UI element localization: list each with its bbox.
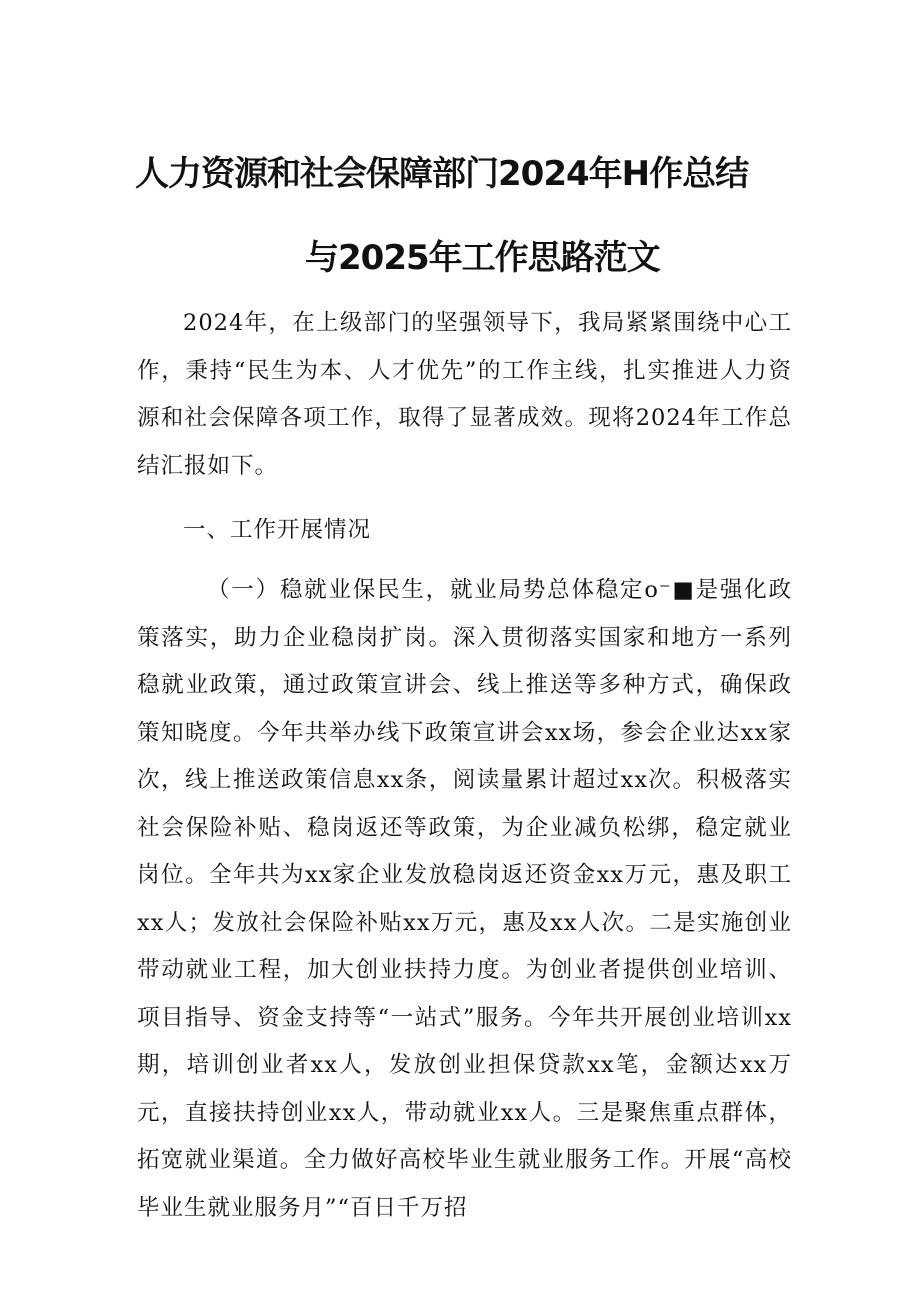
- document-title-line-2: 与2025年工作思路范文: [305, 238, 660, 278]
- section-heading: 一、工作开展情况: [183, 517, 372, 543]
- intro-paragraph: 2024年，在上级部门的坚强领导下，我局紧紧围绕中心工作，秉持“民生为本、人才优先”的工作主线，扎实推进人力资源和社会保障各项工作，取得了显著成效。现将2024年工作总结汇报如下。: [137, 310, 792, 479]
- document-title-line-1: 人力资源和社会保障部门2024年H作总结: [135, 154, 749, 194]
- section-paragraph: （一）稳就业保民生，就业局势总体稳定o⁻■是强化政策落实，助力企业稳岗扩岗。深入贯彻落实国家和地方一系列稳就业政策，通过政策宣讲会、线上推送等多种方式，确保政策知晓度。今年共举办线下政策宣讲会xx场，参会企业达xx家次，线上推送政策信息xx条，阅读量累计超过xx次。积极落实社会保险补贴、稳岗返还等政策，为企业减负松绑，稳定就业岗位。全年共为xx家企业发放稳岗返还资金xx万元，惠及职工xx人；发放社会保险补贴xx万元，惠及xx人次。二是实施创业带动就业工程，加大创业扶持力度。为创业者提供创业培训、项目指导、资金支持等“一站式”服务。今年共开展创业培训xx期，培训创业者xx人，发放创业担保贷款xx笔，金额达xx万元，直接扶持创业xx人，带动就业xx人。三是聚焦重点群体，拓宽就业渠道。全力做好高校毕业生就业服务工作。开展“高校毕业生就业服务月”“百日千万招: [137, 577, 792, 1221]
